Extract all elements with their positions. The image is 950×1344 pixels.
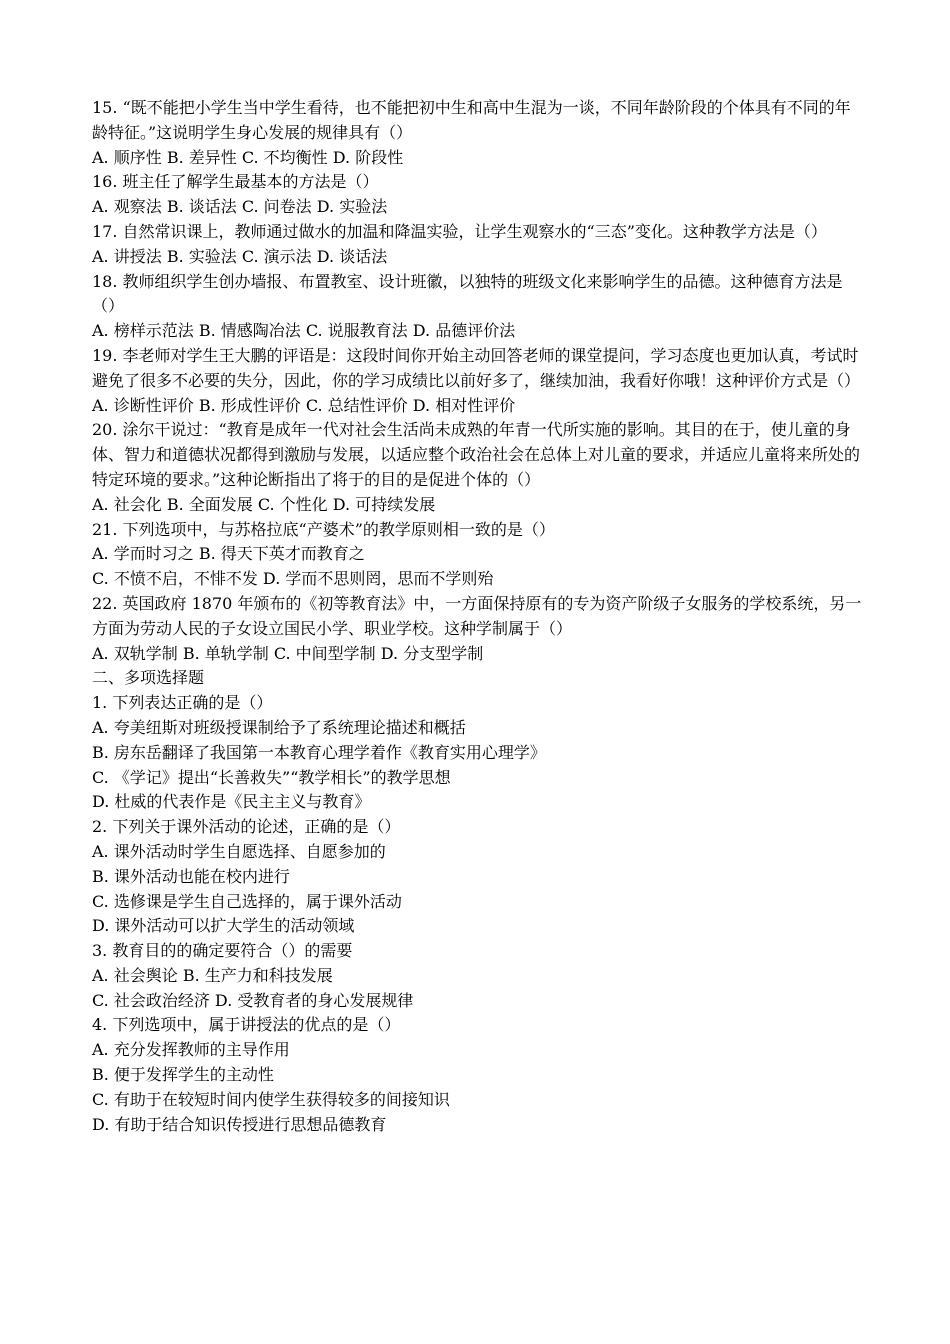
mc-question-2-option-a: A. 课外活动时学生自愿选择、自愿参加的: [92, 841, 386, 861]
mc-question-2-option-d: D. 课外活动可以扩大学生的活动领域: [92, 916, 355, 936]
question-15-options: A. 顺序性 B. 差异性 C. 不均衡性 D. 阶段性: [92, 147, 404, 167]
question-17-options: A. 讲授法 B. 实验法 C. 演示法 D. 谈话法: [92, 246, 388, 266]
mc-question-1-option-d: D. 杜威的代表作是《民主主义与教育》: [92, 792, 371, 812]
mc-question-1-option-b: B. 房东岳翻译了我国第一本教育心理学着作《教育实用心理学》: [92, 742, 546, 762]
question-21-options-ab: A. 学而时习之 B. 得天下英才而教育之: [92, 544, 365, 564]
question-16-text: 16. 班主任了解学生最基本的方法是（）: [92, 172, 379, 192]
question-18-text: 18. 教师组织学生创办墙报、布置教室、设计班徽，以独特的班级文化来影响学生的品德。这种德育方法是（）: [92, 271, 843, 316]
mc-question-4-option-c: C. 有助于在较短时间内使学生获得较多的间接知识: [92, 1089, 450, 1109]
mc-question-2-option-b: B. 课外活动也能在校内进行: [92, 866, 290, 886]
question-20-text: 20. 涂尔干说过：“教育是成年一代对社会生活尚未成熟的年青一代所实施的影响。其目的在于，使儿童的身体、智力和道德状况都得到激励与发展，以适应整个政治社会在总体上对儿童的要求，并适应儿童将来所处的特定环境的要求。”这种论断指出了将于的目的是促进个体的（）: [92, 420, 861, 489]
section-heading-multiple-choice: 二、多项选择题: [92, 668, 205, 688]
mc-question-1-option-c: C. 《学记》提出“长善救失”“教学相长”的教学思想: [92, 767, 451, 787]
question-22-text: 22. 英国政府 1870 年颁布的《初等教育法》中，一方面保持原有的专为资产阶级子女服务的学校系统，另一方面为劳动人民的子女设立国民小学、职业学校。这种学制属于（）: [92, 593, 862, 638]
mc-question-4-option-d: D. 有助于结合知识传授进行思想品德教育: [92, 1114, 387, 1134]
question-22-options: A. 双轨学制 B. 单轨学制 C. 中间型学制 D. 分支型学制: [92, 643, 484, 663]
mc-question-3-options-cd: C. 社会政治经济 D. 受教育者的身心发展规律: [92, 990, 414, 1010]
document-page: [92, 96, 862, 1137]
question-21-text: 21. 下列选项中，与苏格拉底“产婆术”的教学原则相一致的是（）: [92, 519, 555, 539]
question-17-text: 17. 自然常识课上，教师通过做水的加温和降温实验，让学生观察水的“三态”变化。这种教学方法是（）: [92, 221, 827, 241]
question-19-text: 19. 李老师对学生王大鹏的评语是：这段时间你开始主动回答老师的课堂提问，学习态度也更加认真，考试时避免了很多不必要的失分，因此，你的学习成绩比以前好多了，继续加油，我看好你哦！这种评价方式是（）: [92, 345, 861, 390]
question-15-text: 15. “既不能把小学生当中学生看待，也不能把初中生和高中生混为一谈，不同年龄阶段的个体具有不同的年龄特征。”这说明学生身心发展的规律具有（）: [92, 98, 851, 142]
mc-question-3-text: 3. 教育目的的确定要符合（）的需要: [92, 941, 353, 961]
mc-question-4-text: 4. 下列选项中，属于讲授法的优点的是（）: [92, 1015, 401, 1035]
question-16-options: A. 观察法 B. 谈话法 C. 问卷法 D. 实验法: [92, 197, 388, 217]
question-21-options-cd: C. 不愤不启，不悱不发 D. 学而不思则罔，思而不学则殆: [92, 569, 494, 589]
mc-question-1-text: 1. 下列表达正确的是（）: [92, 693, 273, 713]
question-18-options: A. 榜样示范法 B. 情感陶冶法 C. 说服教育法 D. 品德评价法: [92, 321, 516, 341]
mc-question-1-option-a: A. 夸美纽斯对班级授课制给予了系统理论描述和概括: [92, 717, 466, 737]
mc-question-3-options-ab: A. 社会舆论 B. 生产力和科技发展: [92, 965, 333, 985]
question-19-options: A. 诊断性评价 B. 形成性评价 C. 总结性评价 D. 相对性评价: [92, 395, 516, 415]
mc-question-2-text: 2. 下列关于课外活动的论述，正确的是（）: [92, 817, 401, 837]
mc-question-4-option-b: B. 便于发挥学生的主动性: [92, 1065, 274, 1085]
mc-question-4-option-a: A. 充分发挥教师的主导作用: [92, 1040, 290, 1060]
mc-question-2-option-c: C. 选修课是学生自己选择的，属于课外活动: [92, 891, 402, 911]
question-20-options: A. 社会化 B. 全面发展 C. 个性化 D. 可持续发展: [92, 494, 436, 514]
